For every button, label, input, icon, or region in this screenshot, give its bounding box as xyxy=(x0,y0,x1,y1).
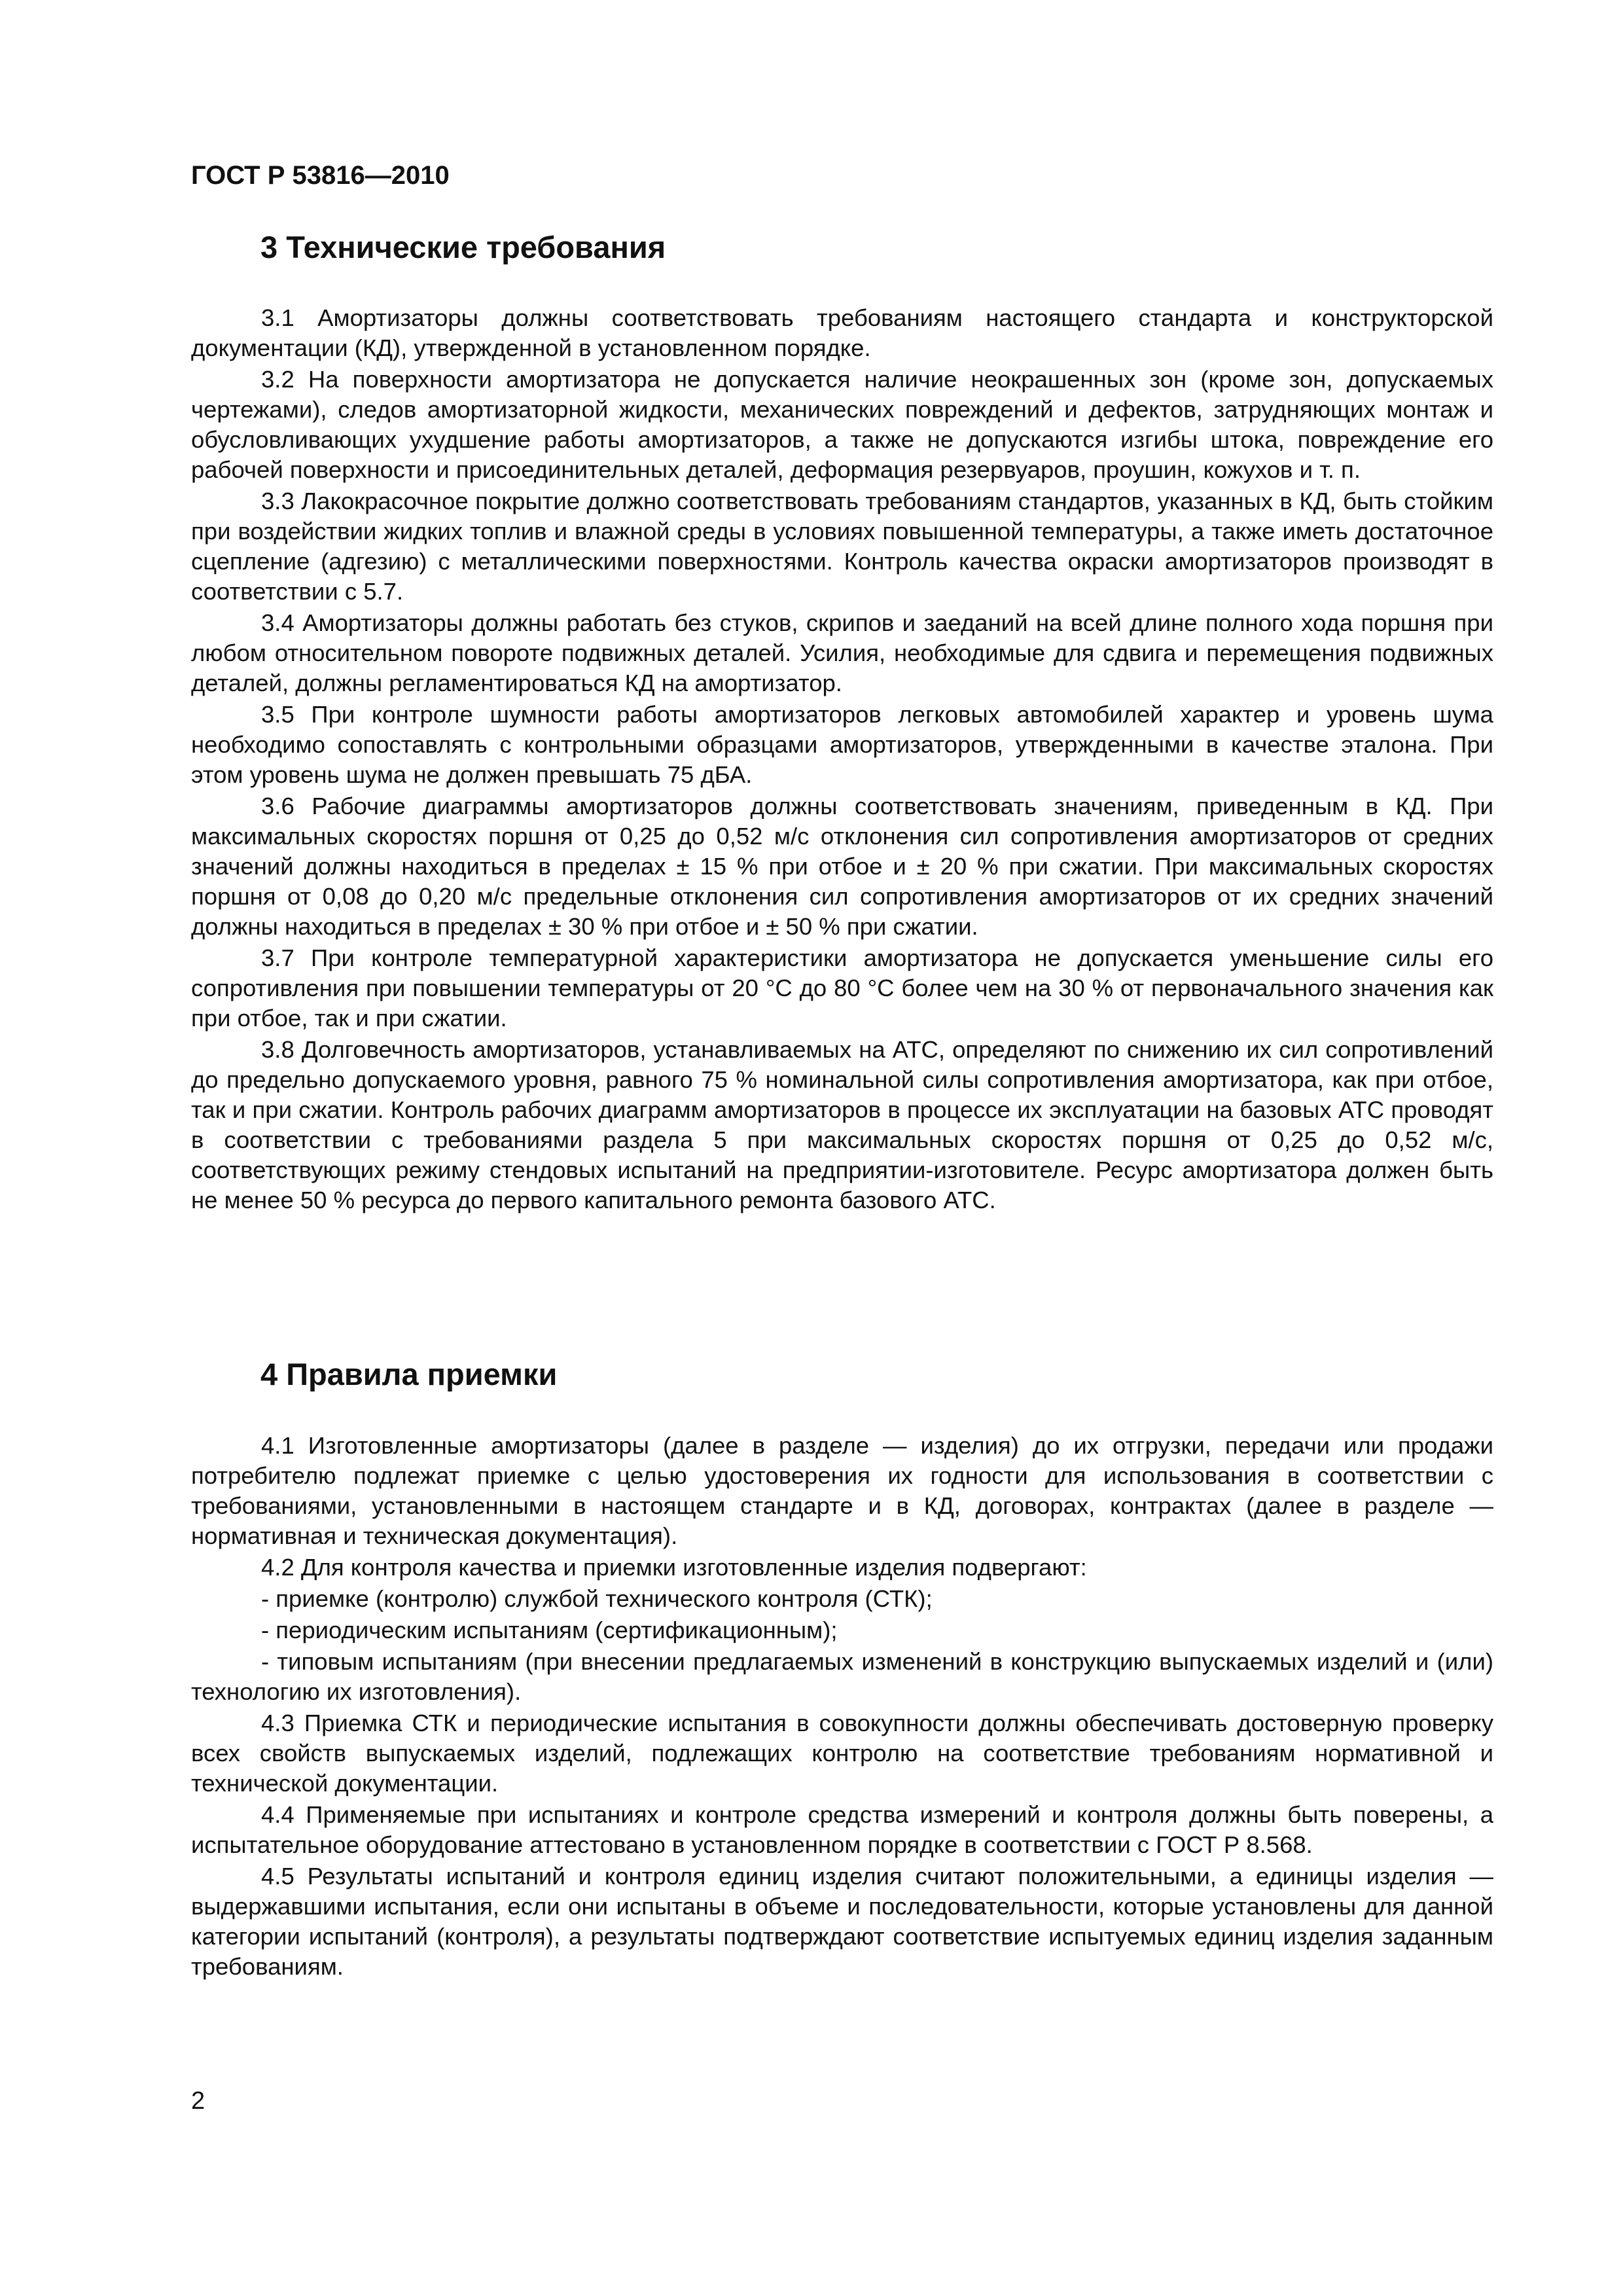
paragraph-4-5: 4.5 Результаты испытаний и контроля единиц изделия считают положительными, а единицы изделия — выдержавшими испытания, если они испытаны в объеме и последовательности, которые установлены для данной категории испытаний (контроля), а результаты подтверждают соответствие испытуемых единиц изделия заданным требованиям. xyxy=(191,1863,1493,1980)
section-4-title: 4 Правила приемки xyxy=(260,1357,558,1391)
section-3-title: 3 Технические требования xyxy=(260,230,666,264)
paragraph-3-7: 3.7 При контроле температурной характеристики амортизатора не допускается уменьшение силы его сопротивления при повышении температуры от 20 °С до 80 °С более чем на 30 % от первоначального значения как при отбое, так и при сжатии. xyxy=(191,944,1493,1031)
list-item: - приемке (контролю) службой технического контроля (СТК); xyxy=(261,1585,933,1612)
paragraph-4-2: 4.2 Для контроля качества и приемки изготовленные изделия подвергают: xyxy=(261,1554,1087,1581)
standard-header: ГОСТ Р 53816—2010 xyxy=(191,161,450,190)
paragraph-4-4: 4.4 Применяемые при испытаниях и контроле средства измерений и контроля должны быть поверены, а испытательное оборудование аттестовано в установленном порядке в соответствии с ГОСТ Р 8.568. xyxy=(191,1801,1493,1858)
paragraph-3-2: 3.2 На поверхности амортизатора не допускается наличие неокрашенных зон (кроме зон, допускаемых чертежами), следов амортизаторной жидкости, механических повреждений и дефектов, затрудняющих монтаж и обусловливающих ухудшение работы амортизаторов, а также не допускаются изгибы штока, повреждение его рабочей поверхности и присоединительных деталей, деформация резервуаров, проушин, кожухов и т. п. xyxy=(191,366,1493,483)
section-4-body xyxy=(191,1431,1493,1983)
paragraph-4-3: 4.3 Приемка СТК и периодические испытания в совокупности должны обеспечивать достоверную проверку всех свойств выпускаемых изделий, подлежащих контролю на соответствие требованиям нормативной и технической документации. xyxy=(191,1710,1493,1797)
paragraph-3-5: 3.5 При контроле шумности работы амортизаторов легковых автомобилей характер и уровень шума необходимо сопоставлять с контрольными образцами амортизаторов, утвержденными в качестве эталона. При этом уровень шума не должен превышать 75 дБА. xyxy=(191,701,1493,788)
paragraph-3-8: 3.8 Долговечность амортизаторов, устанавливаемых на АТС, определяют по снижению их сил сопротивлений до предельно допускаемого уровня, равного 75 % номинальной силы сопротивления амортизатора, как при отбое, так и при сжатии. Контроль рабочих диаграмм амортизаторов в процессе их эксплуатации на базовых АТС проводят в соответствии с требованиями раздела 5 при максимальных скоростях поршня от 0,25 до 0,52 м/с, соответствующих режиму стендовых испытаний на предприятии-изготовителе. Ресурс амортизатора должен быть не менее 50 % ресурса до первого капитального ремонта базового АТС. xyxy=(191,1036,1493,1213)
paragraph-4-1: 4.1 Изготовленные амортизаторы (далее в разделе — изделия) до их отгрузки, передачи или продажи потребителю подлежат приемке с целью удостоверения их годности для использования в соответствии с требованиями, установленными в настоящем стандарте и в КД, договорах, контрактах (далее в разделе — нормативная и техническая документация). xyxy=(191,1432,1493,1549)
paragraph-3-4: 3.4 Амортизаторы должны работать без стуков, скрипов и заеданий на всей длине полного хода поршня при любом относительном повороте подвижных деталей. Усилия, необходимые для сдвига и перемещения подвижных деталей, должны регламентироваться КД на амортизатор. xyxy=(191,609,1493,696)
section-3-body xyxy=(191,303,1493,1217)
list-item: - типовым испытаниям (при внесении предлагаемых изменений в конструкцию выпускаемых изделий и (или) технологию их изготовления). xyxy=(191,1648,1493,1705)
paragraph-3-3: 3.3 Лакокрасочное покрытие должно соответствовать требованиям стандартов, указанных в КД, быть стойким при воздействии жидких топлив и влажной среды в условиях повышенной температуры, а также иметь достаточное сцепление (адгезию) с металлическими поверхностями. Контроль качества окраски амортизаторов производят в соответствии с 5.7. xyxy=(191,488,1493,605)
list-item: - периодическим испытаниям (сертификационным); xyxy=(261,1617,838,1643)
page-number: 2 xyxy=(191,2087,205,2115)
paragraph-3-6: 3.6 Рабочие диаграммы амортизаторов должны соответствовать значениям, приведенным в КД. При максимальных скоростях поршня от 0,25 до 0,52 м/с отклонения сил сопротивления амортизаторов от средних значений должны находиться в пределах ± 15 % при отбое и ± 20 % при сжатии. При максимальных скоростях поршня от 0,08 до 0,20 м/с предельные отклонения сил сопротивления амортизаторов от их средних значений должны находиться в пределах ± 30 % при отбое и ± 50 % при сжатии. xyxy=(191,793,1493,940)
paragraph-3-1: 3.1 Амортизаторы должны соответствовать требованиям настоящего стандарта и конструкторской документации (КД), утвержденной в установленном порядке. xyxy=(191,304,1493,361)
